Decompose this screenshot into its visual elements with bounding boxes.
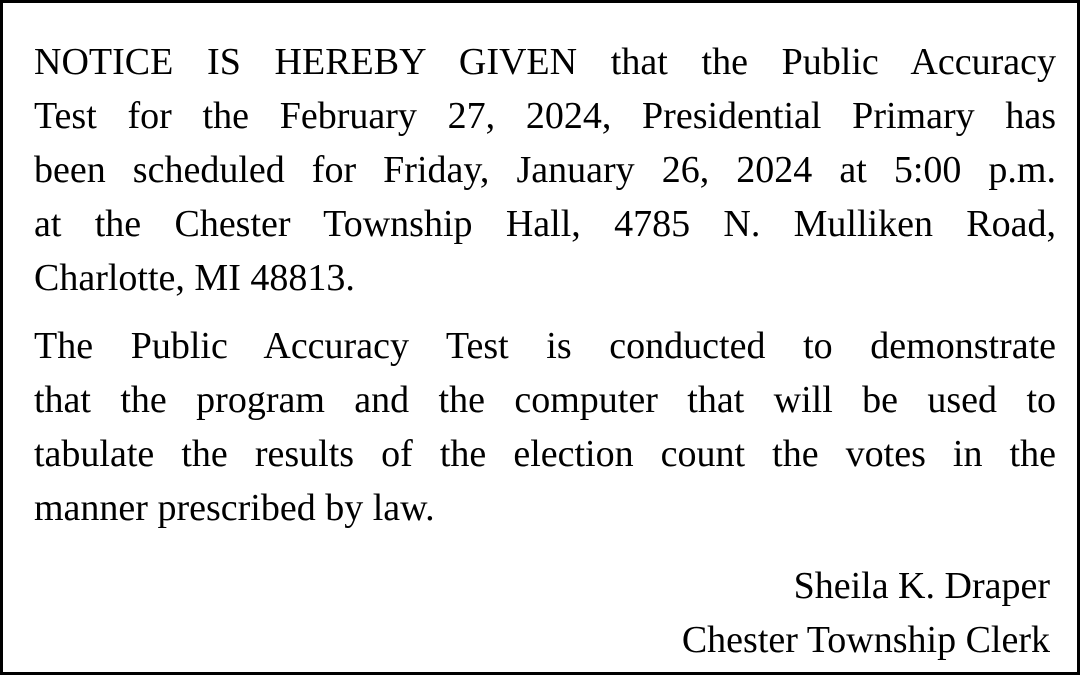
notice-line: NOTICE IS HEREBY GIVEN that the Public Accuracy	[34, 41, 1056, 83]
notice-paragraph-1	[34, 35, 1056, 305]
signature-name: Sheila K. Draper	[793, 565, 1050, 607]
notice-line: been scheduled for Friday, January 26, 2024 at 5:00 p.m.	[34, 149, 1056, 191]
signature-block	[682, 559, 1050, 667]
notice-line: The Public Accuracy Test is conducted to demonstrate	[34, 325, 1056, 367]
notice-line: Test for the February 27, 2024, Presidential Primary has	[34, 95, 1056, 137]
notice-line: tabulate the results of the election count the votes in the	[34, 433, 1056, 475]
notice-line: that the program and the computer that will be used to	[34, 379, 1056, 421]
notice-paragraph-2	[34, 319, 1056, 535]
notice-line: at the Chester Township Hall, 4785 N. Mulliken Road,	[34, 203, 1056, 245]
notice-line: Charlotte, MI 48813.	[34, 257, 355, 299]
notice-line: manner prescribed by law.	[34, 487, 435, 529]
notice-body	[34, 35, 1056, 535]
signature-title: Chester Township Clerk	[681, 619, 1050, 661]
